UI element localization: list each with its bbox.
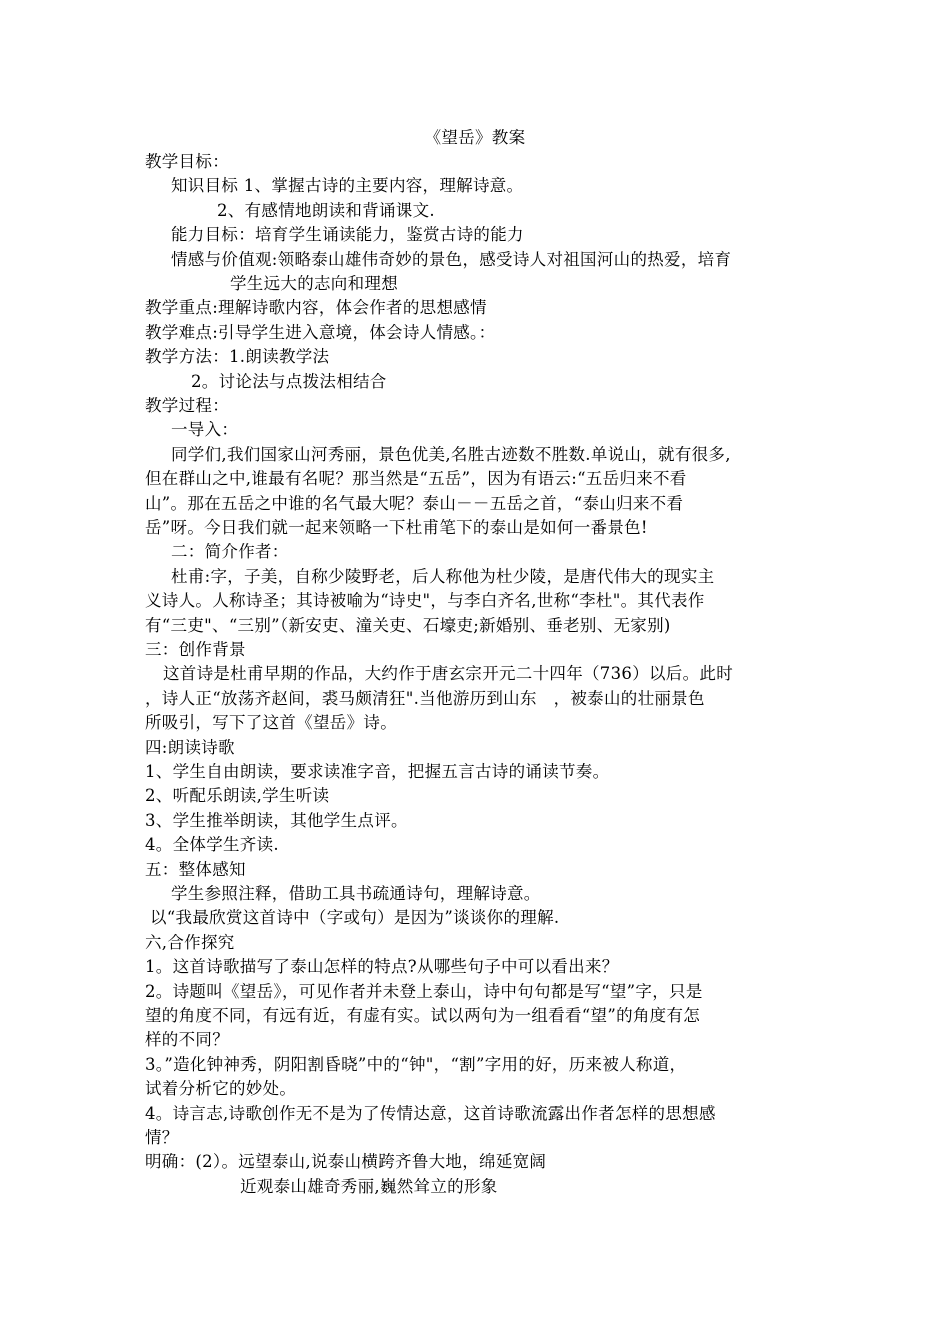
text-line: 六,合作探究 [145,932,235,952]
text-line: 4。诗言志,诗歌创作无不是为了传情达意，这首诗歌流露出作者怎样的思想感 [145,1103,716,1123]
text-line: 3。”造化钟神秀，阴阳割昏晓”中的“钟"，“割”字用的好，历来被人称道， [145,1054,687,1074]
text-line: 2。诗题叫《望岳》，可见作者并未登上泰山，诗中句句都是写“望”字，只是 [145,981,703,1001]
text-line: 情感与价值观:领略泰山雄伟奇妙的景色，感受诗人对祖国河山的热爱，培育 [171,249,732,269]
text-line: 近观泰山雄奇秀丽,巍然耸立的形象 [240,1176,498,1196]
text-line: 岳”呀。今日我们就一起来领略一下杜甫笔下的泰山是如何一番景色! [145,518,648,537]
text-line: 2。讨论法与点拨法相结合 [191,371,387,391]
text-line: 杜甫:字，子美，自称少陵野老，后人称他为杜少陵，是唐代伟大的现实主 [171,566,715,586]
text-line: 义诗人。人称诗圣；其诗被喻为“诗史"，与李白齐名,世称“李杜"。其代表作 [145,591,705,611]
text-line: ，诗人正“放荡齐赵间，裘马颇清狂".当他游历到山东 ，被泰山的壮丽景色 [145,688,705,708]
text-line: 山”。那在五岳之中谁的名气最大呢？泰山－－五岳之首，“泰山归来不看 [145,493,684,513]
text-line: 教学难点:引导学生进入意境，体会诗人情感。： [145,322,496,342]
text-line: 1。这首诗歌描写了泰山怎样的特点?从哪些句子中可以看出来？ [145,957,619,977]
text-line: 同学们,我们国家山河秀丽，景色优美,名胜古迹数不胜数.单说山，就有很多, [171,444,731,464]
text-line: 二：简介作者： [171,542,289,562]
text-line: 学生远大的志向和理想 [230,274,398,293]
text-line: 五：整体感知 [145,859,246,879]
text-line: 知识目标 1、掌握古诗的主要内容，理解诗意。 [171,176,524,196]
text-line: 2、有感情地朗读和背诵课文. [217,200,435,220]
text-line: 教学重点:理解诗歌内容，体会作者的思想感情 [145,298,487,318]
text-line: 所吸引，写下了这首《望岳》诗。 [145,713,397,733]
text-line: 望的角度不同，有远有近，有虚有实。试以两句为一组看看“望”的角度有怎 [145,1006,701,1025]
text-line: 有“三吏"、“三别”（新安吏、潼关吏、石壕吏;新婚别、垂老别、无家别) [145,615,671,635]
text-line: 三：创作背景 [145,640,246,659]
document-title: 《望岳》教案 [424,128,526,147]
text-line: 4。全体学生齐读. [145,835,279,855]
text-line: 明确：(2）。远望泰山,说泰山横跨齐鲁大地，绵延宽阔 [145,1152,547,1172]
text-line: 试着分析它的妙处。 [145,1079,297,1099]
text-line: 样的不同？ [145,1030,229,1050]
text-line: 情？ [145,1128,179,1147]
text-line: 教学过程： [145,396,229,415]
text-line: 能力目标：培育学生诵读能力，鉴赏古诗的能力 [171,225,524,245]
text-line: 一导入： [171,420,239,440]
text-line: 教学方法：1.朗读教学法 [145,347,330,367]
text-line: 这首诗是杜甫早期的作品，大约作于唐玄宗开元二十四年（736）以后。此时 [163,664,733,684]
text-line: 2、听配乐朗读,学生听读 [145,786,330,806]
text-line: 1、学生自由朗读，要求读准字音，把握五言古诗的诵读节奏。 [145,762,610,781]
text-line: 教学目标： [145,152,229,171]
text-line: 3、学生推举朗读，其他学生点评。 [145,810,408,830]
text-line: 但在群山之中,谁最有名呢？那当然是“五岳”，因为有语云:“五岳归来不看 [145,469,687,489]
text-line: 四:朗读诗歌 [145,737,235,757]
text-line: 以“我最欣赏这首诗中（字或句）是因为”谈谈你的理解. [150,908,560,928]
text-line: 学生参照注释，借助工具书疏通诗句，理解诗意。 [171,884,541,903]
